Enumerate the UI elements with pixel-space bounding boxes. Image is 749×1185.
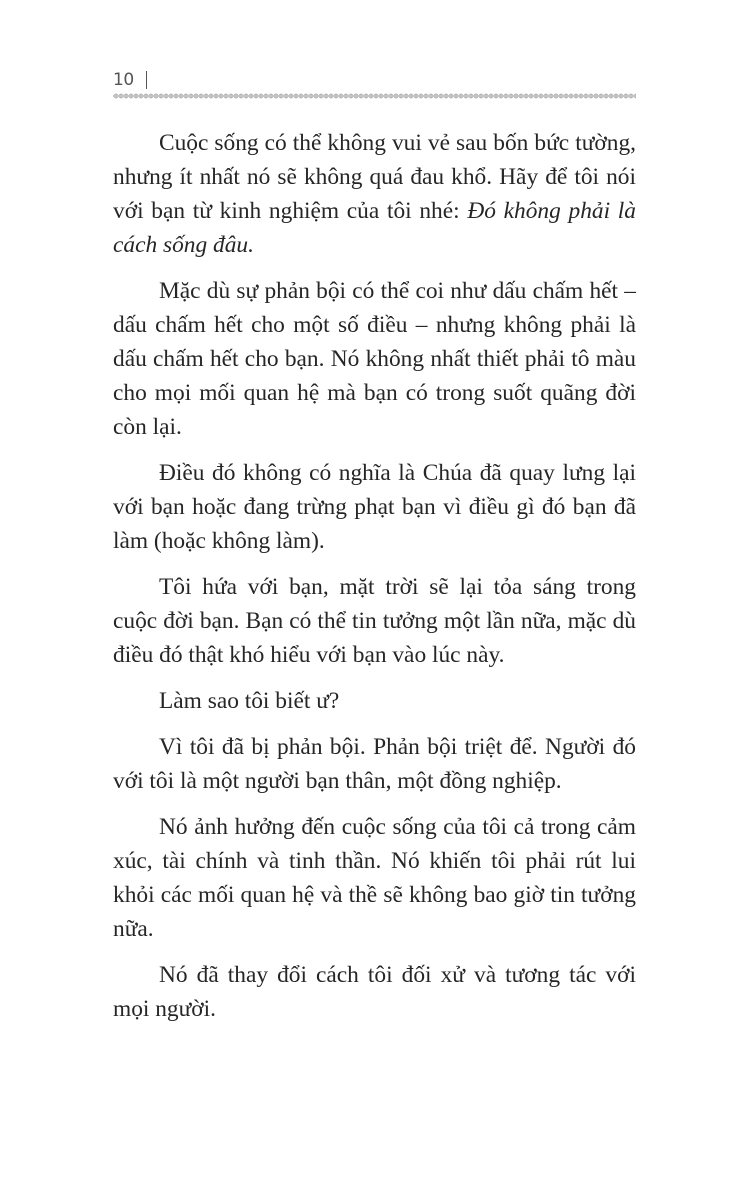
body-text — [113, 126, 636, 1038]
header-separator-line — [146, 71, 147, 89]
paragraph-4: Tôi hứa với bạn, mặt trời sẽ lại tỏa sáng trong cuộc đời bạn. Bạn có thể tin tưởng một lần nữa, mặc dù điều đó thật khó hiểu với bạn vào lúc này. — [113, 574, 636, 668]
paragraph-6: Vì tôi đã bị phản bội. Phản bội triệt để. Người đó với tôi là một người bạn thân, một đồng nghiệp. — [113, 734, 636, 794]
paragraph-1 — [113, 126, 636, 262]
paragraph-3: Điều đó không có nghĩa là Chúa đã quay lưng lại với bạn hoặc đang trừng phạt bạn vì điều gì đó bạn đã làm (hoặc không làm). — [113, 460, 636, 554]
paragraph-1-italic-text: Đó không phải là cách sống đâu. — [113, 198, 636, 258]
decorative-dotted-rule — [113, 93, 636, 99]
page-header — [113, 68, 636, 102]
paragraph-5: Làm sao tôi biết ư? — [159, 688, 340, 714]
paragraph-2: Mặc dù sự phản bội có thể coi như dấu chấm hết – dấu chấm hết cho một số điều – nhưng không phải là dấu chấm hết cho bạn. Nó không nhất thiết phải tô màu cho mọi mối quan hệ mà bạn có trong suốt quãng đời còn lại. — [113, 278, 636, 440]
paragraph-8: Nó đã thay đổi cách tôi đối xử và tương tác với mọi người. — [113, 962, 636, 1022]
page-number: 10 — [113, 70, 134, 90]
paragraph-7: Nó ảnh hưởng đến cuộc sống của tôi cả trong cảm xúc, tài chính và tinh thần. Nó khiến tôi phải rút lui khỏi các mối quan hệ và thề sẽ không bao giờ tin tưởng nữa. — [113, 814, 636, 942]
paragraph-1-text: Cuộc sống có thể không vui vẻ sau bốn bức tường, nhưng ít nhất nó sẽ không quá đau khổ. Hãy để tôi nói với bạn từ kinh nghiệm của tôi nhé: — [113, 130, 636, 224]
